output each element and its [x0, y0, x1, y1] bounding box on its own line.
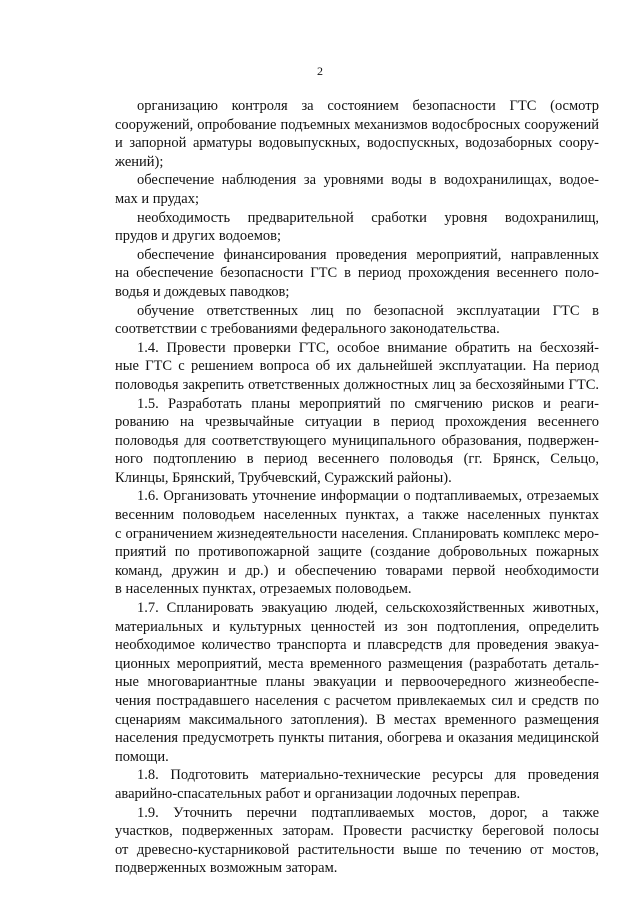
- text-line: ные ГТС с решением вопроса об их дальнейшей эксплуатации. На период: [115, 358, 599, 375]
- text-line: Клинцы, Брянский, Трубчевский, Суражский районы).: [115, 469, 452, 486]
- text-line: половодья для соответствующего муниципального образования, подвержен-: [115, 432, 599, 449]
- text-line: команд, дружин и др.) и обеспечению товарами первой необходимости: [115, 562, 599, 579]
- text-line: обеспечение наблюдения за уровнями воды в водохранилищах, водое-: [137, 172, 599, 189]
- text-line: ные многовариантные планы эвакуации и первоочередного жизнеобеспе-: [115, 674, 599, 691]
- text-line: аварийно-спасательных работ и организации лодочных переправ.: [115, 785, 521, 802]
- page-number: 2: [317, 64, 323, 78]
- text-line: соответствии с требованиями федерального законодательства.: [115, 321, 500, 338]
- text-line: и запорной арматуры водовыпускных, водоспускных, водозаборных соору-: [115, 135, 599, 152]
- text-line: подверженных возможным заторам.: [115, 860, 338, 877]
- text-line: 1.6. Организовать уточнение информации о подтапливаемых, отрезаемых: [137, 488, 599, 505]
- text-line: чения пострадавшего населения с расчетом привлекаемых сил и средств по: [115, 693, 599, 709]
- text-line: ного подтоплению в период весеннего половодья (гг. Брянск, Сельцо,: [115, 451, 599, 468]
- text-line: помощи.: [115, 748, 169, 765]
- text-line: рованию на чрезвычайные ситуации в период прохождения весеннего: [115, 414, 599, 431]
- text-line: водья и дождевых паводков;: [115, 283, 290, 300]
- text-line: с ограничением жизнедеятельности населения. Спланировать комплекс меро-: [115, 525, 599, 542]
- text-line: 1.9. Уточнить перечни подтапливаемых мостов, дорог, а также: [137, 804, 599, 821]
- text-line: половодья закрепить ответственных должностных лиц за бесхозяйными ГТС.: [115, 376, 599, 393]
- text-line: обеспечение финансирования проведения мероприятий, направленных: [137, 246, 599, 263]
- text-line: материальных и культурных ценностей из зон подтопления, определить: [115, 618, 599, 635]
- text-line: на обеспечение безопасности ГТС в период прохождения весеннего поло-: [115, 265, 599, 282]
- text-line: в населенных пунктах, отрезаемых половодьем.: [115, 581, 412, 598]
- text-line: обучение ответственных лиц по безопасной эксплуатации ГТС в: [137, 302, 599, 319]
- text-line: прудов и других водоемов;: [115, 228, 282, 245]
- text-line: 1.8. Подготовить материально-технические ресурсы для проведения: [137, 767, 599, 784]
- text-line: 1.4. Провести проверки ГТС, особое внимание обратить на бесхозяй-: [137, 339, 599, 356]
- text-line: необходимое количество транспорта и плавсредств для проведения эвакуа-: [115, 637, 599, 654]
- text-line: сценариям максимального затопления). В местах временного размещения: [115, 711, 599, 728]
- text-line: приятий по противопожарной защите (создание добровольных пожарных: [115, 544, 599, 561]
- text-line: жений);: [115, 153, 164, 170]
- document-body: [115, 97, 599, 878]
- text-line: ционных мероприятий, места временного размещения (разработать деталь-: [115, 655, 599, 672]
- text-line: сооружений, опробование подъемных механизмов водосбросных сооружений: [115, 116, 599, 133]
- text-line: 1.7. Спланировать эвакуацию людей, сельскохозяйственных животных,: [137, 600, 599, 617]
- text-line: 1.5. Разработать планы мероприятий по смягчению рисков и реаги-: [137, 395, 599, 412]
- text-line: необходимость предварительной сработки уровня водохранилищ,: [137, 209, 599, 226]
- text-line: населения предусмотреть пункты питания, обогрева и оказания медицинской: [115, 730, 599, 747]
- text-line: от древесно-кустарниковой растительности выше по течению от мостов,: [115, 841, 599, 858]
- text-line: весенним половодьем населенных пунктах, а также населенных пунктах: [115, 507, 599, 524]
- text-line: организацию контроля за состоянием безопасности ГТС (осмотр: [137, 98, 599, 114]
- text-line: участков, подверженных заторам. Провести расчистку береговой полосы: [115, 823, 599, 840]
- text-line: мах и прудах;: [115, 190, 200, 207]
